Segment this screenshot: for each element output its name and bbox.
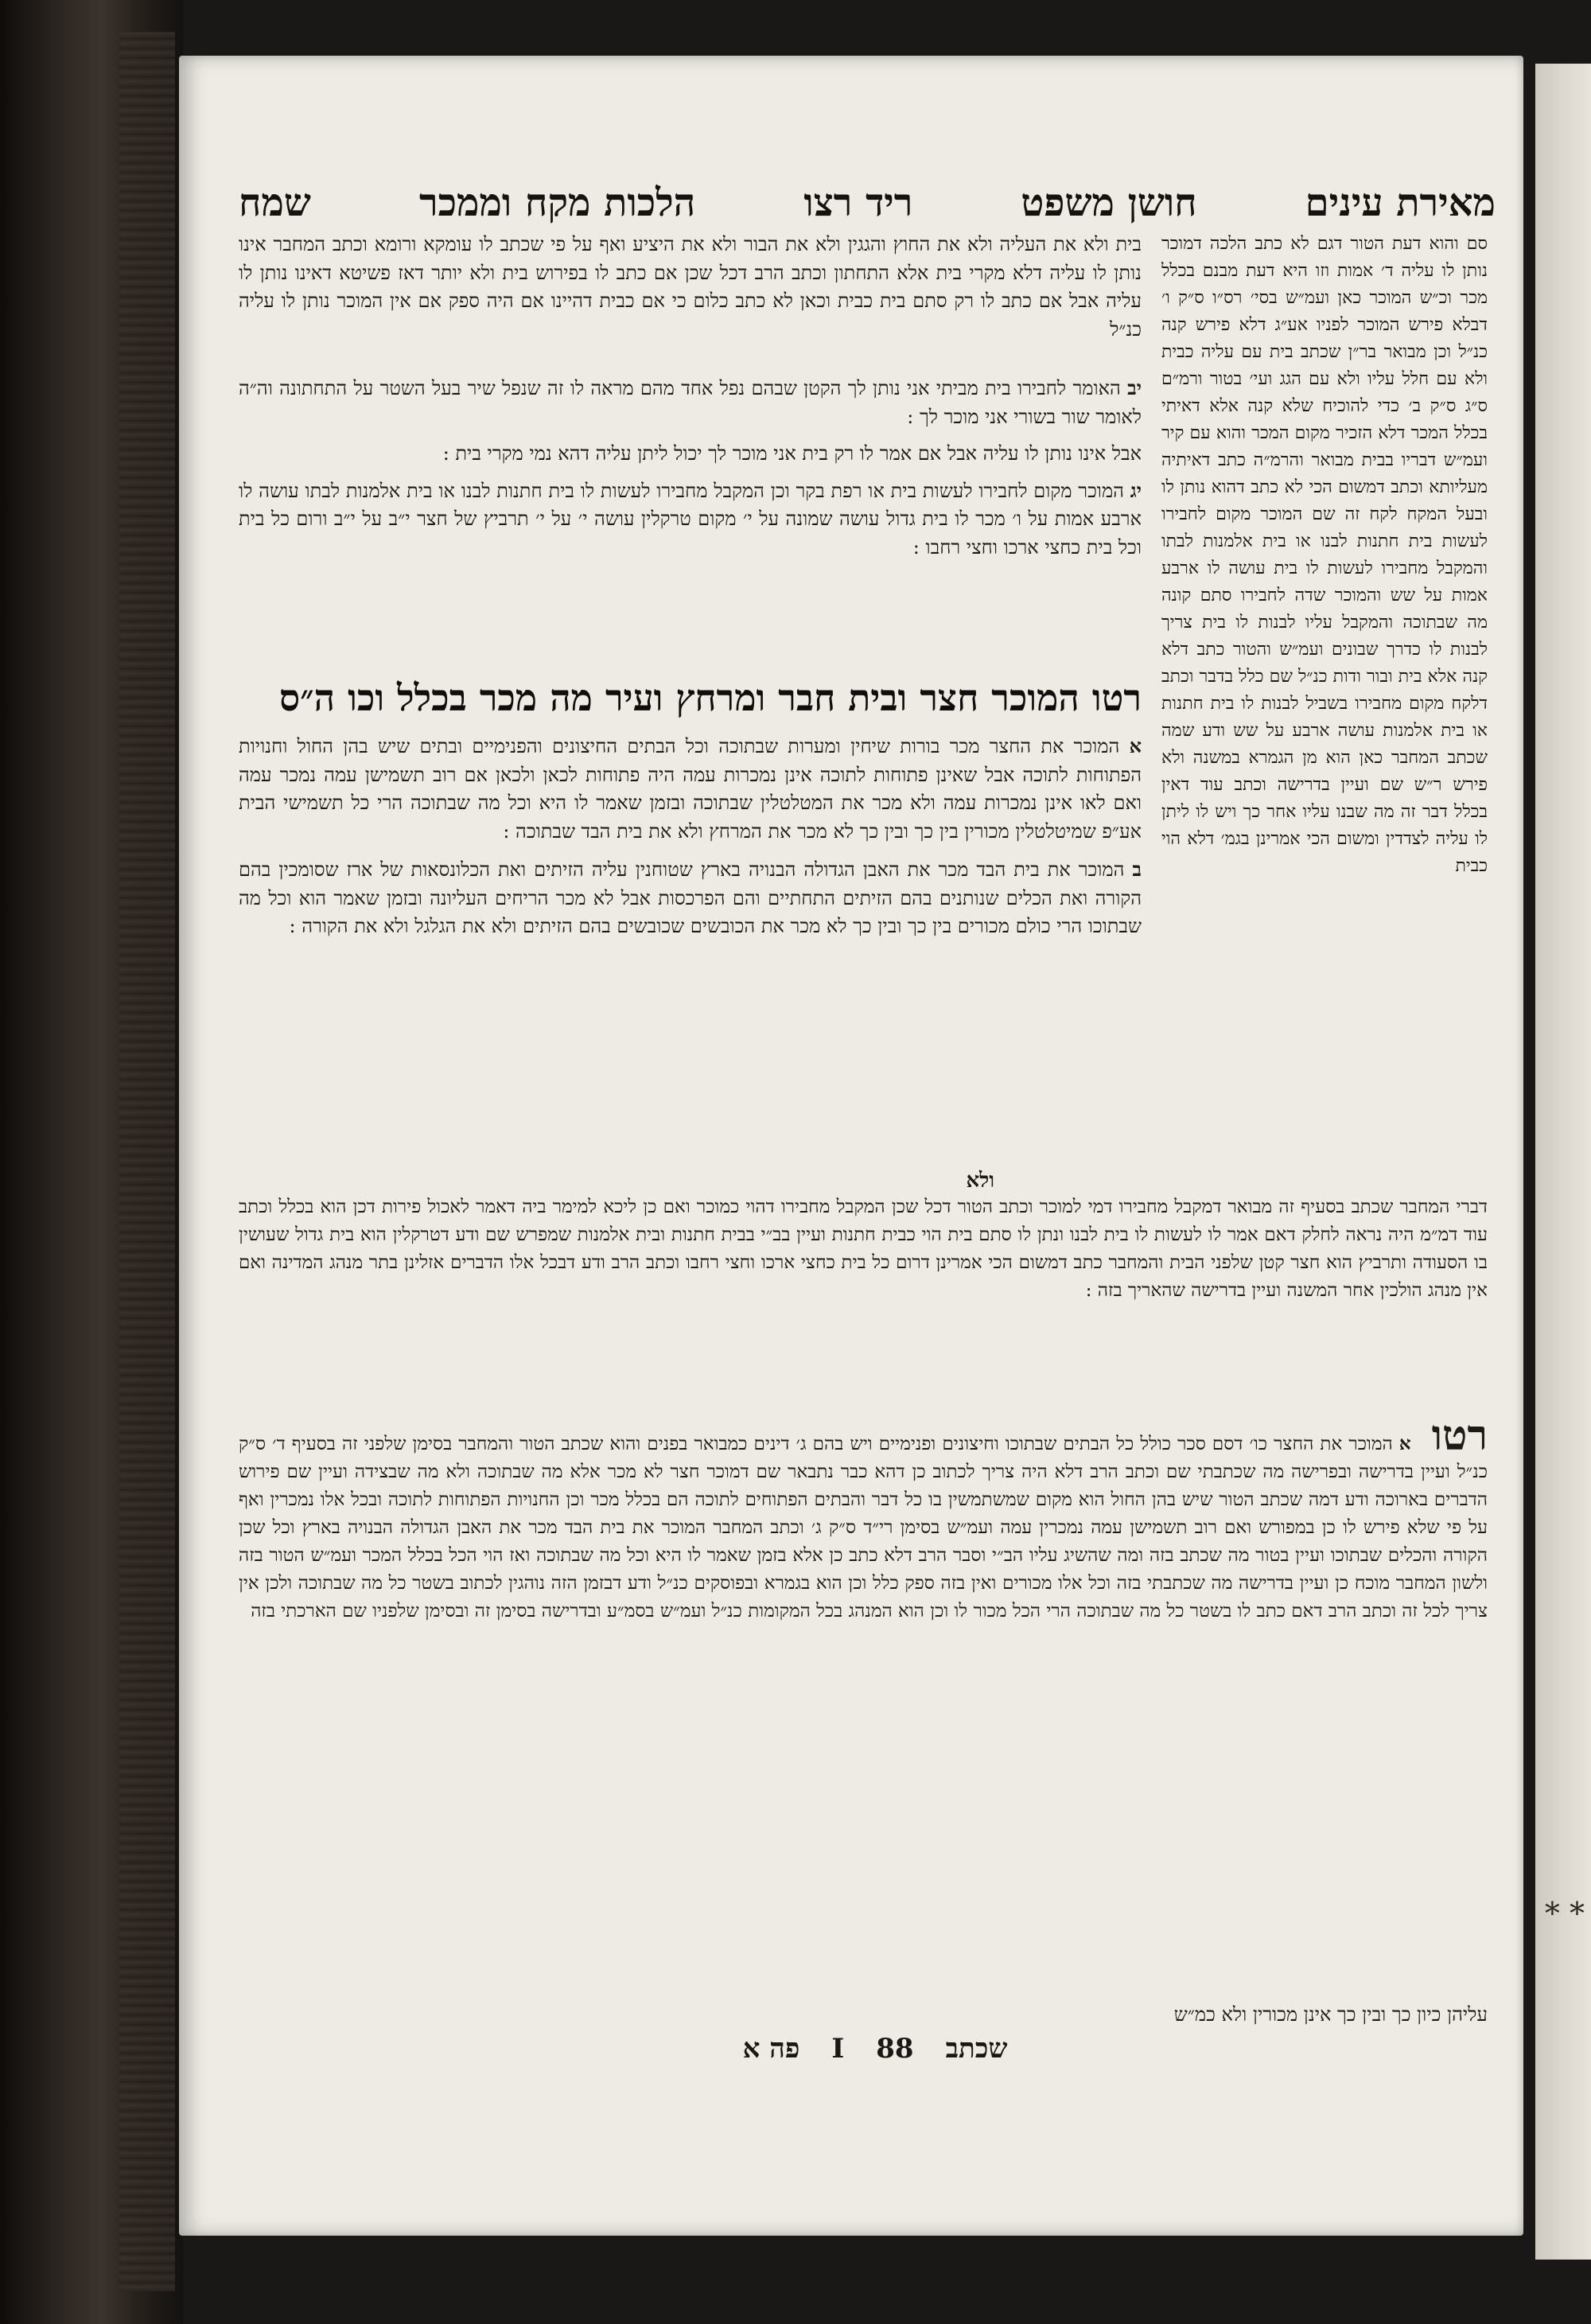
paragraph-marker: יב: [1127, 376, 1142, 399]
paragraph-marker: א: [1129, 734, 1142, 757]
page-footer: [318, 2033, 1432, 2081]
header-folio-hebrew: שמח: [239, 181, 311, 225]
paragraph-marker: א: [1398, 1433, 1411, 1454]
header-title-right: מאירת עינים: [1305, 181, 1496, 225]
book-spine: [0, 0, 183, 2324]
header-numbers: ריד רצו: [803, 181, 913, 225]
paragraph-text: אבל אינו נותן לו עליה אבל אם אמר לו רק בית אני מוכר לך יכול ליתן עליה דהא נמי מקרי בית :: [442, 442, 1142, 465]
paragraph-text: המוכר את החצר מכר בורות שיחין ומערות שבתוכה וכל הבתים החיצונים והפנימיים ובתים שיש בהן החול וחנויות הפתוחות לתוכה אבל שאינן פתוחות לתוכה אינן נמכרות עמה היה פתוחות לכאן ולכאן אם רוב תשמישן עמה נמכר עמה ואם לאו אינן נמכרות עמה ולא מכר את המטלטלין שבתוכה ובזמן שאמר לו היא וכל מה שבתוכה הרי כל תשמישי הבית אע״פ שמיטלטלין מכורין בין כך ובין כך לא מכר את המרחץ ולא את בית הבד שבתוכה :: [239, 735, 1142, 843]
spine-edge-texture: [119, 32, 175, 2291]
right-page-marks: * *: [1544, 1896, 1585, 1931]
footer-folio-number: 88: [876, 2033, 914, 2065]
rtv-commentary-block: [239, 1416, 1488, 2021]
footer-signature: פה א: [742, 2033, 800, 2065]
catchword-line: עליהן כיון כך ובין כך אינן מכורין ולא כמ״ש: [1173, 2003, 1488, 2026]
header-section: הלכות מקח וממכר: [418, 181, 696, 225]
page-header: [239, 175, 1496, 231]
section-paragraphs: [239, 732, 1142, 1162]
rtv-text: המוכר את החצר כו׳ דסם סכר כולל כל הבתים שבתוכו וחיצונים ופנימיים ויש בהם ג׳ דינים כמבואר בפנים והוא שכתב הטור והמחבר בסימן שלפני זה בסעיף ד׳ ס״ק כנ״ל ועיין בדרישה ובפרישה מה שכתבתי שם וכתב הרב דלא היה צריך לכתוב כן דהא כבר נתבאר שם דמוכר חצר לא מכר אלא מה שבתוכה ולא מה שבצידה ועיין שם פירוש הדברים בארוכה ודע דמה שכתב הטור שיש בהן החול הוא מקום שמשתמשין בו כל דבר והבתים הפתוחים לתוכה הם בכלל מכר וכן החנויות הפתוחות לתוכה ובכל אלו נמכרין ואף על פי שלא פירש לו כן במפורש ואם רוב תשמישן עמה נמכרין עמה ועמ״ש בסימן רי״ד ס״ק ג׳ וכתב המחבר המוכר את בית הבד מכר את האבן הגדולה הבנויה בארץ וכל שכן הקורה והכלים שבתוכו ועיין בטור מה שכתב בזה ומה שהשיג עליו הב״י וסבר הרב דלא כתב כן אלא בזמן שאמר לו היא וכל מה שבתוכה ואז הוי הכל בכלל המכר ועמ״ש הטור בזה ולשון המחבר מוכח כן ועיין בדרישה מה שכתבתי בזה וכל אלו מכורים ואין בזה ספק כלל וכן הוא בגמרא ובפוסקים כנ״ל ודע דבזמן הזה נוהגין לכתוב בשטר כל מה שבתוכה ולכן אין צריך לכל זה וכתב הרב דאם כתב לו בשטר כל מה שבתוכה הרי הכל מכור לו וכן הוא המנהג בכל המקומות כנ״ל ועמ״ש בסמ״ע ובדרישה בסימן זה ובסימן שלפניו שם הארכתי בזה: [239, 1434, 1488, 1621]
catchword-vela: ולא: [966, 1169, 994, 1193]
paragraph-marker: ב: [1132, 858, 1142, 882]
section-paragraph: [239, 855, 1142, 941]
paragraph-marker: יג: [1130, 478, 1142, 502]
main-paragraph: [239, 374, 1142, 431]
commentary-column-right: סם והוא דעת הטור דגם לא כתב הלכה דמוכר נותן לו עליה ד׳ אמות וזו היא דעת מבנם בכלל מכר וכ״ש המוכר כאן ועמ״ש בסי׳ רס״ו ס״ק ו׳ דבלא פירש המוכר לפניו אע״ג דלא פירש קנה כנ״ל וכן מבואר בר״ן שכתב בית עם עליה כבית ולא עם חלל עליו ולא עם הגג ועי׳ בטור ורמ״ם ס״ג ס״ק ב׳ כדי להוכיח שלא קנה אלא דאיתי בכלל המכר דלא הזכיר מקום המכר והוא עם קיר ועמ״ש דבריו בבית מבואר והרמ״ה כתב דאיתיה מעליותא וכתב דמשום הכי לא כתב דהוא נותן לו ובעל המקח לקח זה שם המוכר מקום לחבירו לעשות בית חתנות לבנו או בית אלמנות לבתו והמקבל מחבירו לעשות לו בית עושה לו ארבע אמות על שש והמוכר שדה לחבירו סתם קונה מה שבתוכה והמקבל עליו לבנות לו בית צריך לבנות לו כדרך שבונים ועמ״ש והטור כתב דלא קנה אלא בית ובור ודות כנ״ל שם כלל בדבר וכתב דלקח מקום מחבירו בשביל לבנות לו בית חתנות או בית אלמנות עושה ארבע על שש ודע שמה שכתב המחבר כאן הוא מן הגמרא במשנה ולא פירש ר״ש שם ועיין בדרישה וכתב עוד דאין בכלל דבר זה מה שבנו עליו אחר כך ויש לו ליתן לו עליה לצדדין ומשום הכי אמרינן בגמ׳ דלא הוי כבית: [1161, 234, 1488, 876]
section-number-large: רטו: [1431, 1416, 1488, 1460]
section-heading: רטו המוכר חצר ובית חבר ומרחץ ועיר מה מכר בכלל וכו ה״ס: [278, 676, 1142, 719]
paragraph-text: האומר לחבירו בית מביתי אני נותן לך הקטן שבהם נפל אחד מהם מראה לו זה שנפל שיר בעל השטר על התחתונה וה״ה לאומר שור בשורי אני מוכר לך :: [239, 377, 1142, 428]
footer-signature-letter: I: [831, 2033, 845, 2065]
full-width-commentary: דברי המחבר שכתב בסעיף זה מבואר דמקבל מחבירו דמי למוכר וכתב הטור דכל שכן המקבל מחבירו דהוי כמוכר ואם כן ליכא למימר ביה דאמר לאכול פירות דכן הוא בכלל וכתב עוד דמ״מ היה נראה לחלק דאם אמר לו לעשות לו בית לבנו ונתן לו סתם בית הוי כבית חתנות ועיין בב״י בבית חתנות ובית אלמנות שמפרש שם ודע דטרקלין הוא בית גדול שעושין בו הסעודה ותרביץ הוא חצר קטן שלפני הבית והמחבר כתב דמשום הכי אמרינן דרום כל בית כחצי ארכו וחצי רחבו וכתב הרב ודע דבכל אלו הדברים אזלינן בתר מנהג המדינה ואם אין מנהג הולכין אחר המשנה ועיין בדרישה שהאריך בזה :: [239, 1197, 1488, 1301]
paragraph-text: המוכר את בית הבד מכר את האבן הגדולה הבנויה בארץ שטוחנין עליה הזיתים ואת הכלונסאות של ארז שסומכין בהם הקורה ואת הכלים שנותנים בהם הזיתים התחתיים והם הפרכסות אבל לא מכר הריחים העליונה ובזמן שאמר הוא וכל מה שבתוכו הרי כולם מכורים בין כך ובין כך לא מכר את הכובשים שכובשים בהם הזיתים ולא את הגלגל ולא את הקורה :: [239, 858, 1142, 938]
paragraph-text: המוכר מקום לחבירו לעשות בית או רפת בקר וכן המקבל מחבירו לעשות לו בית חתנות לבנו או בית אלמנות לבתו עושה לו ארבע אמות על ו׳ מכר לו בית גדול עושה שמונה על י׳ מקום טרקלין עושה י׳ על י׳ תרביץ של חצר י״ב על י״ב ורום כל בית וכל בית כחצי ארכו וחצי רחבו :: [239, 479, 1142, 559]
main-paragraph: [239, 477, 1142, 563]
main-top-commentary: בית ולא את העליה ולא את החוץ והגגין ולא את הבור ולא את היציע ואף על פי שכתב לו עומקא ורומא וכתב המחבר אינו נותן לו עליה דלא מקרי בית אלא התחתון וכתב הרב דכל שכן אם כתב לו בפירוש בית ולא יותר דאז פשיטא דאינו נותן לו עליה אבל אם כתב לו רק סתם בית כבית וכאן לא כתב כלום כי אם כבית דהיינו אם היה ספק אם אין המוכר נותן לו עליה כנ״ל: [239, 233, 1142, 341]
footer-catchword: שכתב: [945, 2033, 1008, 2065]
section-paragraph: [239, 732, 1142, 846]
header-title-mid: חושן משפט: [1021, 181, 1197, 225]
main-paragraphs: [239, 374, 1142, 668]
main-paragraph: [239, 439, 1142, 469]
